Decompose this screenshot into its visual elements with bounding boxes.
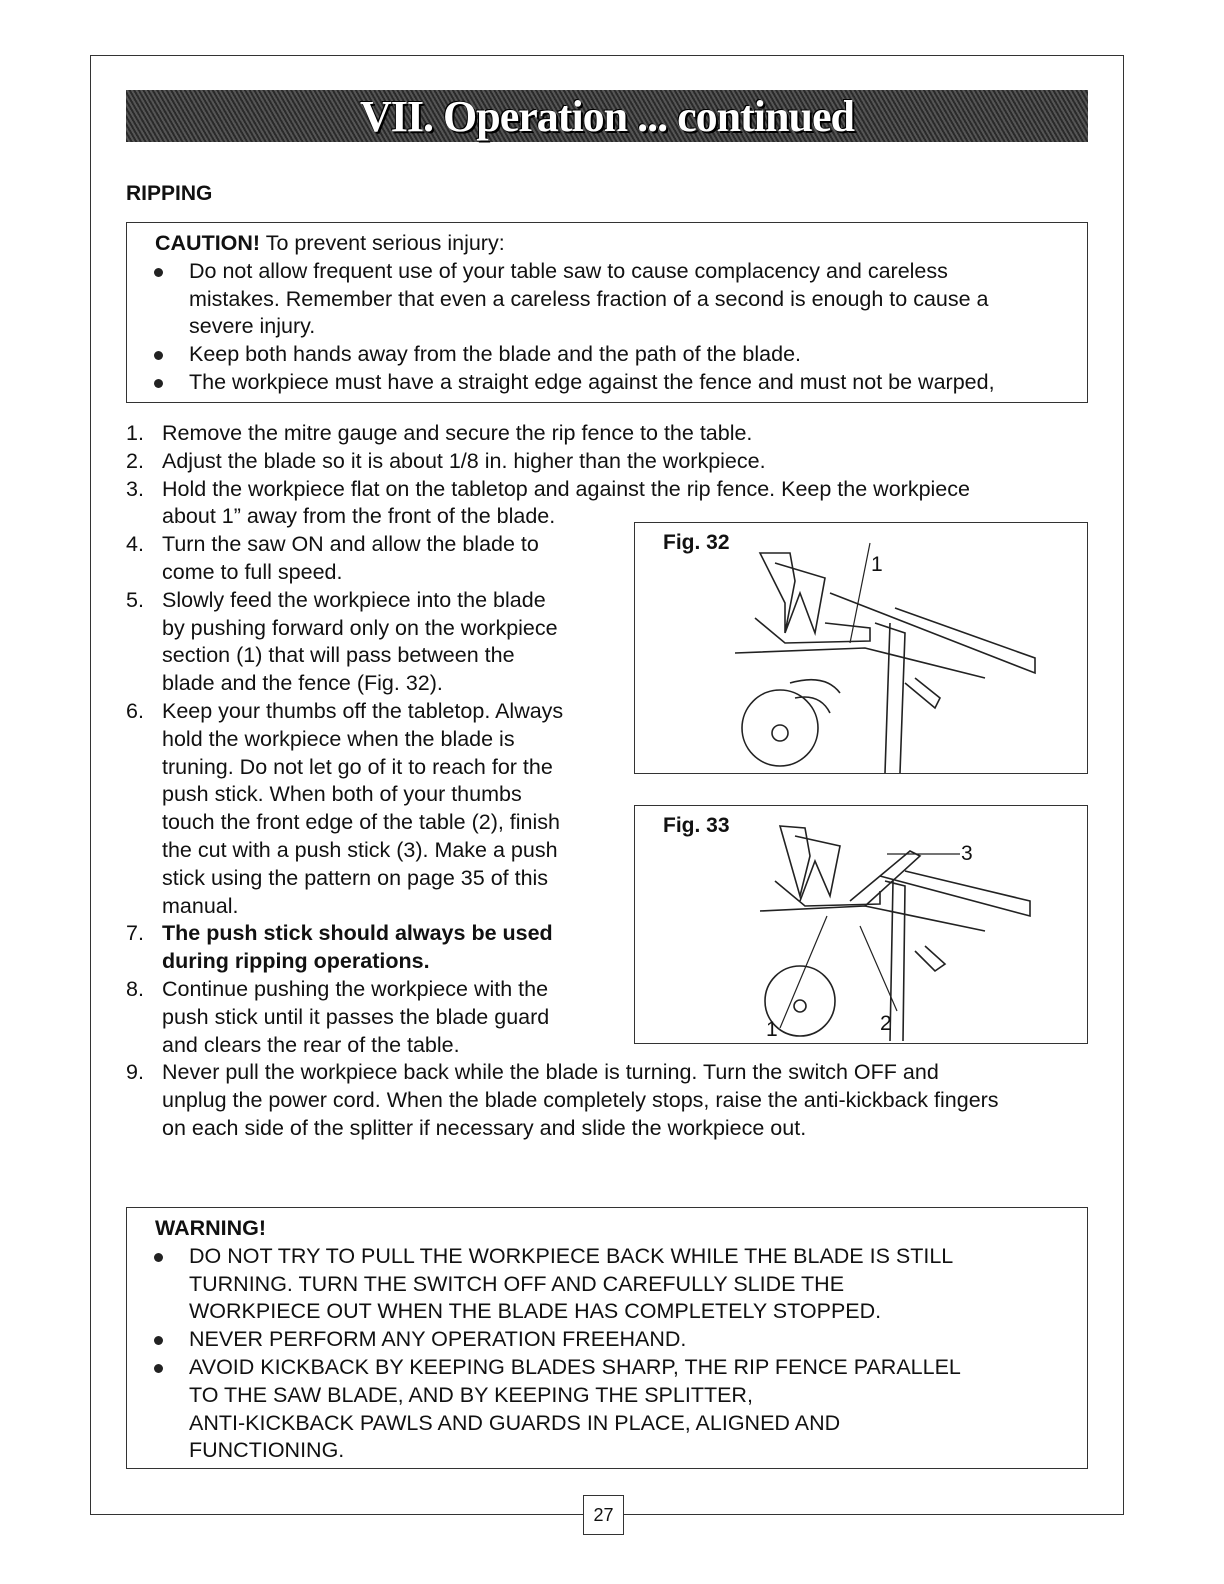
step-text: come to full speed.	[162, 559, 343, 584]
bullet-line: TURNING. TURN THE SWITCH OFF AND CAREFULLY SLIDE THE	[189, 1271, 845, 1296]
step-text: section (1) that will pass between the	[162, 643, 515, 668]
bullet-icon	[154, 1364, 163, 1373]
step-number: 3.	[126, 476, 144, 501]
step-number: 2.	[126, 448, 144, 473]
step-text: on each side of the splitter if necessary and slide the workpiece out.	[162, 1115, 807, 1140]
figure-33	[634, 805, 1088, 1044]
bullet-item: Keep both hands away from the blade and the path of the blade.	[127, 341, 1087, 369]
step-text: hold the workpiece when the blade is	[162, 726, 515, 751]
section-title: RIPPING	[126, 182, 213, 205]
step-number: 9.	[126, 1060, 144, 1085]
bullet-icon	[154, 379, 163, 388]
chapter-title: VII. Operation ... continued	[360, 91, 854, 141]
step-text: by pushing forward only on the workpiece	[162, 615, 558, 640]
push-stick-illustration	[635, 806, 1089, 1045]
page-number: 27	[583, 1495, 624, 1535]
step-item	[126, 420, 1106, 448]
step-line	[126, 448, 1106, 476]
step-number: 4.	[126, 532, 144, 557]
figure-label: Fig. 32	[663, 531, 730, 554]
caution-intro: To prevent serious injury:	[260, 231, 505, 255]
bullet-icon	[154, 1253, 163, 1262]
step-text: during ripping operations.	[162, 949, 430, 974]
step-item	[126, 448, 1106, 476]
step-text: truning. Do not let go of it to reach for the	[162, 754, 553, 779]
bullet-icon	[154, 268, 163, 277]
bullet-item: Do not allow frequent use of your table saw to cause complacency and careless	[127, 258, 1087, 286]
warning-box	[126, 1207, 1088, 1469]
step-line	[126, 476, 1106, 504]
callout-1: 1	[766, 1018, 778, 1041]
step-text: push stick. When both of your thumbs	[162, 782, 522, 807]
divider	[624, 1514, 1124, 1515]
chapter-header	[126, 90, 1088, 142]
bullet-item: The workpiece must have a straight edge against the fence and must not be warped,	[127, 369, 1087, 397]
step-text: about 1” away from the front of the blade.	[162, 504, 556, 529]
step-text: the cut with a push stick (3). Make a push	[162, 837, 558, 862]
bullet-item: DO NOT TRY TO PULL THE WORKPIECE BACK WHILE THE BLADE IS STILL	[127, 1243, 1087, 1271]
step-number: 8.	[126, 976, 144, 1001]
step-text: Slowly feed the workpiece into the blade	[162, 587, 546, 612]
step-text: stick using the pattern on page 35 of this	[162, 865, 549, 890]
bullet-icon	[154, 1336, 163, 1345]
figure-32	[634, 522, 1088, 774]
divider	[90, 1514, 583, 1515]
caution-box	[126, 222, 1088, 403]
bullet-line: severe injury.	[189, 314, 316, 339]
bullet-item: AVOID KICKBACK BY KEEPING BLADES SHARP, THE RIP FENCE PARALLEL	[127, 1354, 1087, 1382]
step-text: Keep your thumbs off the tabletop. Always	[162, 698, 564, 723]
caution-label: CAUTION!	[155, 231, 261, 255]
bullet-line: ANTI-KICKBACK PAWLS AND GUARDS IN PLACE, ALIGNED AND	[189, 1410, 841, 1435]
warning-label: WARNING!	[155, 1216, 267, 1240]
step-number: 5.	[126, 587, 144, 612]
step-text: and clears the rear of the table.	[162, 1032, 460, 1057]
bullet-icon	[154, 351, 163, 360]
bullet-item: NEVER PERFORM ANY OPERATION FREEHAND.	[127, 1326, 1087, 1354]
step-line	[126, 1087, 1106, 1115]
step-text: Hold the workpiece flat on the tabletop and against the rip fence. Keep the workpiece	[162, 476, 970, 501]
step-line	[126, 1115, 1106, 1143]
step-text: push stick until it passes the blade guard	[162, 1004, 550, 1029]
callout-1: 1	[871, 553, 883, 576]
step-line	[126, 420, 1106, 448]
bullet-line: TO THE SAW BLADE, AND BY KEEPING THE SPLITTER,	[189, 1382, 753, 1407]
caution-heading	[127, 230, 1087, 258]
step-line	[126, 1059, 1106, 1087]
step-item	[126, 1059, 1106, 1142]
step-number: 6.	[126, 698, 144, 723]
figure-label: Fig. 33	[663, 814, 730, 837]
step-text: Never pull the workpiece back while the blade is turning. Turn the switch OFF and	[162, 1060, 939, 1085]
step-number: 7.	[126, 921, 144, 946]
bullet-line: WORKPIECE OUT WHEN THE BLADE HAS COMPLETELY STOPPED.	[189, 1299, 882, 1324]
bullet-line: mistakes. Remember that even a careless fraction of a second is enough to cause a	[189, 286, 989, 311]
step-text: Adjust the blade so it is about 1/8 in. higher than the workpiece.	[162, 448, 766, 473]
callout-2: 2	[880, 1012, 892, 1035]
step-number: 1.	[126, 421, 144, 445]
step-text: Turn the saw ON and allow the blade to	[162, 532, 539, 557]
step-text: The push stick should always be used	[162, 921, 553, 946]
step-text: touch the front edge of the table (2), finish	[162, 810, 561, 835]
step-text: Continue pushing the workpiece with the	[162, 976, 549, 1001]
step-text: manual.	[162, 893, 239, 918]
step-text: Remove the mitre gauge and secure the rip fence to the table.	[162, 421, 753, 445]
step-text: blade and the fence (Fig. 32).	[162, 671, 443, 696]
bullet-line: FUNCTIONING.	[189, 1438, 345, 1463]
step-text: unplug the power cord. When the blade completely stops, raise the anti-kickback fingers	[162, 1088, 999, 1113]
callout-3: 3	[961, 842, 973, 865]
table-saw-illustration	[635, 523, 1089, 775]
